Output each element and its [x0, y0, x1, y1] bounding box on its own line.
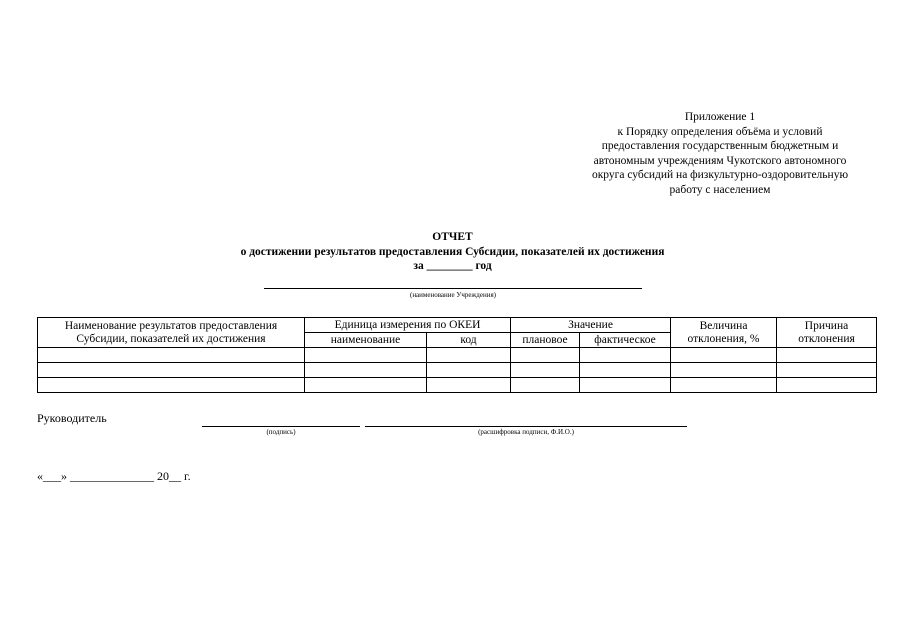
signature-line: [202, 426, 360, 427]
date-line: «___» ______________ 20__ г.: [37, 469, 191, 483]
table-cell: [777, 348, 877, 363]
table-cell: [305, 363, 427, 378]
table-cell: [777, 363, 877, 378]
signature-caption: (подпись): [266, 428, 296, 436]
table-cell: [427, 378, 511, 393]
table-cell: [511, 378, 580, 393]
signature-decoding-line: [365, 426, 687, 427]
col-deviation-header: [671, 318, 777, 348]
table-cell: [580, 348, 671, 363]
col-unit-name-header: наименование: [305, 333, 427, 348]
signature-decoding-caption: (расшифровка подписи, Ф.И.О.): [478, 428, 574, 436]
col-results-header-line: Субсидии, показателей их достижения: [76, 332, 266, 345]
table-cell: [427, 348, 511, 363]
table-cell: [511, 348, 580, 363]
table-cell: [511, 363, 580, 378]
table-cell: [38, 378, 305, 393]
appendix-line: предоставления государственным бюджетным и: [601, 140, 839, 152]
report-heading: ОТЧЕТ: [432, 231, 473, 243]
institution-caption: (наименование Учреждения): [409, 291, 496, 299]
col-deviation-header-line: отклонения, %: [687, 332, 760, 345]
report-title-block: [180, 230, 725, 274]
appendix-line: работу с населением: [669, 183, 771, 196]
appendix-line: округа субсидий на физкультурно-оздоровительную: [591, 169, 849, 181]
table-cell: [671, 348, 777, 363]
appendix-block: [560, 110, 880, 197]
col-value-header: Значение: [511, 318, 671, 333]
table-row: [38, 348, 877, 363]
col-deviation-header-line: Величина: [699, 319, 748, 332]
col-value-actual-header: фактическое: [580, 333, 671, 348]
institution-name-line: [264, 288, 642, 289]
table-cell: [427, 363, 511, 378]
col-reason-header-line: отклонения: [798, 332, 855, 345]
table-cell: [38, 348, 305, 363]
table-row: [38, 378, 877, 393]
table-cell: [580, 363, 671, 378]
head-signature-label: Руководитель: [37, 411, 107, 425]
table-row: [38, 363, 877, 378]
col-results-header-line: Наименование результатов предоставления: [64, 319, 278, 332]
appendix-line: к Порядку определения объёма и условий: [617, 125, 823, 138]
col-reason-header: [777, 318, 877, 348]
table-cell: [305, 348, 427, 363]
table-cell: [777, 378, 877, 393]
report-subtitle: о достижении результатов предоставления Субсидии, показателей их достижения: [240, 245, 665, 258]
table-cell: [305, 378, 427, 393]
table-header-row: [38, 318, 877, 333]
table-cell: [580, 378, 671, 393]
report-period: за ________ год: [413, 260, 492, 272]
table-cell: [38, 363, 305, 378]
col-results-header: [38, 318, 305, 348]
table-cell: [671, 378, 777, 393]
appendix-line: автономным учреждениям Чукотского автономного: [593, 154, 847, 167]
col-unit-code-header: код: [427, 333, 511, 348]
table-cell: [671, 363, 777, 378]
col-unit-header: Единица измерения по ОКЕИ: [305, 318, 511, 333]
appendix-line: Приложение 1: [684, 111, 756, 123]
col-value-planned-header: плановое: [511, 333, 580, 348]
report-table: [37, 317, 877, 393]
col-reason-header-line: Причина: [804, 319, 849, 332]
